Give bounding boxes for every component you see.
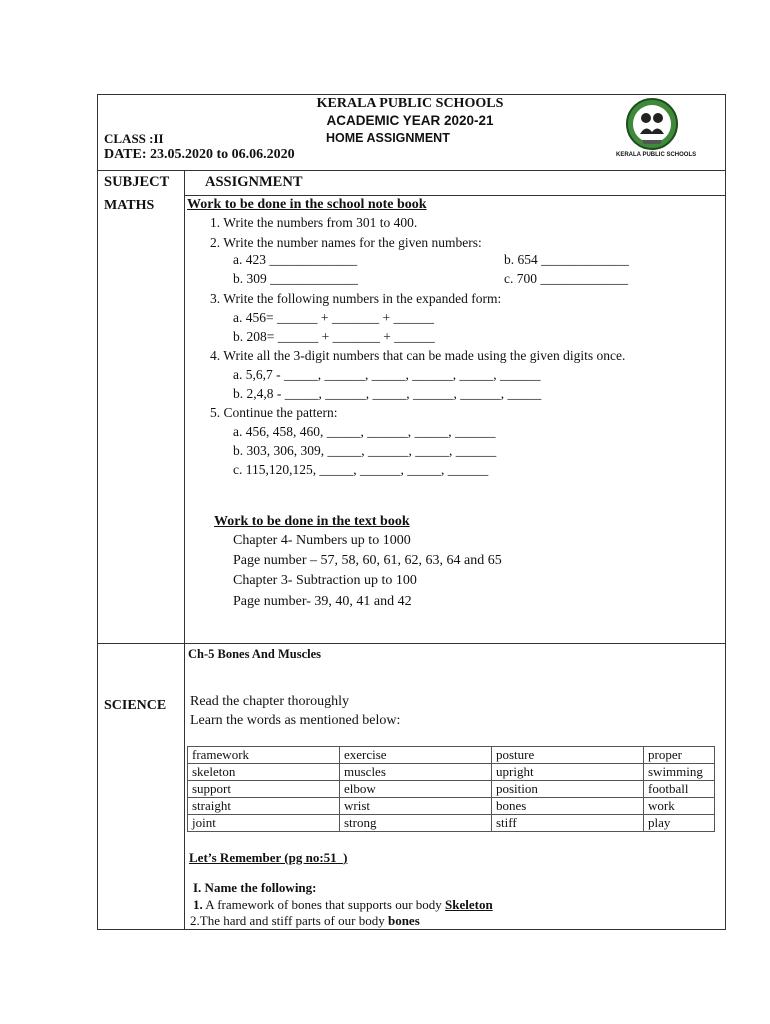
word-cell: bones — [492, 798, 644, 815]
header-divider — [97, 170, 726, 171]
maths-q2b: b. 309 _____________ — [233, 271, 358, 286]
word-cell: stiff — [492, 815, 644, 832]
maths-q5c: c. 115,120,125, _____, ______, _____, ______ — [233, 462, 489, 477]
frame-left — [97, 94, 98, 930]
maths-q4a: a. 5,6,7 - _____, ______, _____, ______, _____, ______ — [233, 367, 541, 382]
word-cell: strong — [340, 815, 492, 832]
table-row — [188, 781, 715, 798]
academic-year: ACADEMIC YEAR 2020-21 — [326, 113, 494, 128]
maths-q4b: b. 2,4,8 - _____, ______, _____, ______, ______, _____ — [233, 386, 542, 401]
maths-q2b-right: b. 654 _____________ — [504, 252, 629, 267]
name-item-2 — [190, 913, 420, 929]
date-range: DATE: 23.05.2020 to 06.06.2020 — [104, 147, 295, 162]
maths-q2a: a. 423 _____________ — [233, 252, 358, 267]
maths-t3: Chapter 3- Subtraction up to 100 — [233, 573, 417, 588]
word-cell: skeleton — [188, 764, 340, 781]
logo-text: KERALA PUBLIC SCHOOLS — [616, 152, 697, 158]
name-item-1-number: 1. — [193, 897, 203, 912]
frame-right — [725, 94, 726, 930]
word-cell: elbow — [340, 781, 492, 798]
maths-q2c: c. 700 _____________ — [504, 271, 629, 286]
word-cell: position — [492, 781, 644, 798]
name-item-1-text: A framework of bones that supports our body — [202, 897, 446, 912]
maths-q4: 4. Write all the 3-digit numbers that can be made using the given digits once. — [210, 348, 626, 363]
maths-q3: 3. Write the following numbers in the expanded form: — [210, 291, 502, 306]
name-following-heading: I. Name the following: — [193, 880, 317, 895]
table-row — [188, 815, 715, 832]
name-item-1-answer: Skeleton — [445, 897, 493, 912]
word-cell: proper — [644, 747, 715, 764]
maths-t1: Chapter 4- Numbers up to 1000 — [233, 533, 411, 548]
word-cell: wrist — [340, 798, 492, 815]
word-table — [187, 746, 715, 832]
frame-top — [97, 94, 726, 95]
name-item-2-text: 2.The hard and stiff parts of our body — [190, 913, 388, 928]
word-cell: muscles — [340, 764, 492, 781]
maths-note-heading: Work to be done in the school note book — [187, 197, 427, 212]
assignment-column-header: ASSIGNMENT — [205, 174, 303, 190]
subject-column-divider — [184, 170, 185, 930]
word-cell: upright — [492, 764, 644, 781]
name-item-2-answer: bones — [387, 913, 420, 928]
word-cell: straight — [188, 798, 340, 815]
maths-q3b: b. 208= ______ + _______ + ______ — [233, 329, 435, 344]
maths-text-heading: Work to be done in the text book — [214, 514, 410, 529]
word-cell: football — [644, 781, 715, 798]
school-name: KERALA PUBLIC SCHOOLS — [316, 96, 504, 111]
word-cell: swimming — [644, 764, 715, 781]
maths-q5: 5. Continue the pattern: — [210, 405, 338, 420]
school-logo — [616, 96, 697, 162]
table-row — [188, 798, 715, 815]
table-row — [188, 764, 715, 781]
science-subject: SCIENCE — [104, 698, 167, 713]
maths-q1: 1. Write the numbers from 301 to 400. — [210, 215, 418, 230]
assignment-type: HOME ASSIGNMENT — [326, 131, 450, 145]
maths-t4: Page number- 39, 40, 41 and 42 — [233, 594, 412, 609]
class-label: CLASS :II — [104, 131, 164, 146]
science-read: Read the chapter thoroughly — [190, 694, 350, 709]
frame-bottom — [97, 929, 726, 930]
name-item-1 — [193, 897, 493, 913]
lets-remember-heading: Let’s Remember (pg no:51_) — [189, 850, 348, 865]
science-chapter: Ch-5 Bones And Muscles — [188, 647, 322, 661]
maths-t2: Page number – 57, 58, 60, 61, 62, 63, 64 and 65 — [233, 553, 502, 568]
science-learn: Learn the words as mentioned below: — [190, 713, 401, 728]
word-cell: support — [188, 781, 340, 798]
maths-subject: MATHS — [104, 198, 155, 213]
word-cell: posture — [492, 747, 644, 764]
word-cell: play — [644, 815, 715, 832]
columns-divider — [185, 195, 726, 196]
maths-q2: 2. Write the number names for the given numbers: — [210, 235, 482, 250]
word-cell: joint — [188, 815, 340, 832]
subject-column-header: SUBJECT — [104, 174, 170, 190]
word-cell: work — [644, 798, 715, 815]
word-cell: framework — [188, 747, 340, 764]
table-row — [188, 747, 715, 764]
maths-q5a: a. 456, 458, 460, _____, ______, _____, ______ — [233, 424, 496, 439]
word-cell: exercise — [340, 747, 492, 764]
maths-q5b: b. 303, 306, 309, _____, ______, _____, ______ — [233, 443, 497, 458]
maths-q3a: a. 456= ______ + _______ + ______ — [233, 310, 434, 325]
science-divider — [97, 643, 726, 644]
